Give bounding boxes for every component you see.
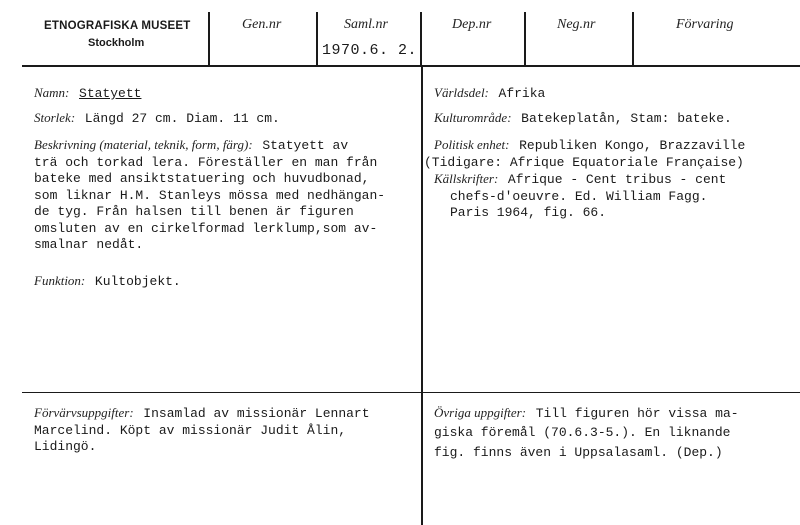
- kulturomrade-row: [434, 107, 732, 128]
- beskrivning-line: smalnar nedåt.: [34, 237, 144, 252]
- forvarv-block: [34, 404, 370, 456]
- ovriga-first-line: Till figuren hör vissa ma-: [535, 406, 739, 421]
- ovriga-label: Övriga uppgifter:: [434, 405, 527, 420]
- kulturomrade-value: Batekeplatån, Stam: bateke.: [521, 111, 732, 126]
- header-divider-1: [208, 12, 210, 65]
- varldsdel-row: [434, 82, 545, 103]
- kallskrifter-block: [434, 170, 726, 222]
- storlek-label: Storlek:: [34, 110, 76, 125]
- ovriga-block: [434, 404, 739, 463]
- institution-name: ETNOGRAFISKA MUSEET: [44, 20, 191, 32]
- kallskrifter-value: Afrique - Cent tribus - cent: [507, 172, 727, 187]
- ovriga-line: fig. finns även i Uppsalasaml. (Dep.): [434, 444, 723, 460]
- politisk-line-2: (Tidigare: Afrique Equatoriale Française): [424, 154, 744, 170]
- kallskrifter-label: Källskrifter:: [434, 171, 499, 186]
- saml-nr-label: Saml.nr: [344, 17, 388, 32]
- header-bottom-rule: [22, 65, 800, 67]
- kallskrifter-line: Paris 1964, fig. 66.: [450, 205, 607, 220]
- namn-row: [34, 82, 141, 103]
- funktion-row: [34, 270, 181, 291]
- forvarv-line: Marcelind. Köpt av missionär Judit Ålin,: [34, 422, 347, 438]
- ovriga-line: giska föremål (70.6.3-5.). En liknande: [434, 424, 731, 440]
- storlek-row: [34, 107, 280, 128]
- funktion-label: Funktion:: [34, 273, 86, 288]
- namn-value: Statyett: [79, 86, 142, 101]
- namn-label: Namn:: [34, 85, 70, 100]
- forvarv-first-line: Insamlad av missionär Lennart: [143, 406, 370, 421]
- varldsdel-label: Världsdel:: [434, 85, 489, 100]
- kulturomrade-label: Kulturområde:: [434, 110, 512, 125]
- forvaring-label: Förvaring: [676, 17, 734, 32]
- politisk-label: Politisk enhet:: [434, 137, 510, 152]
- header-divider-3: [420, 12, 422, 65]
- beskrivning-line: omsluten av en cirkelformad lerklump,som av-: [34, 220, 378, 236]
- politisk-value: Republiken Kongo, Brazzaville: [519, 138, 746, 153]
- gen-nr-label: Gen.nr: [242, 17, 282, 32]
- saml-nr-value: 1970.6. 2.: [322, 42, 418, 59]
- politisk-block: [424, 136, 746, 171]
- center-vertical-rule: [421, 66, 423, 525]
- beskrivning-line: de tyg. Från halsen till benen är figuren: [34, 204, 354, 219]
- beskrivning-line: bateke med ansiktstatuering och huvudbonad,: [34, 171, 370, 186]
- dep-nr-label: Dep.nr: [452, 17, 492, 32]
- header-divider-5: [632, 12, 634, 65]
- funktion-value: Kultobjekt.: [94, 274, 181, 289]
- header-divider-4: [524, 12, 526, 65]
- kallskrifter-line: chefs-d'oeuvre. Ed. William Fagg.: [450, 188, 708, 204]
- lower-left-rule: [22, 392, 422, 393]
- lower-right-rule: [422, 392, 800, 393]
- beskrivning-line: som liknar H.M. Stanleys mössa med nedhängan-: [34, 187, 386, 203]
- beskrivning-first-line: Statyett av: [262, 138, 349, 153]
- varldsdel-value: Afrika: [498, 86, 546, 101]
- storlek-value: Längd 27 cm. Diam. 11 cm.: [84, 111, 280, 126]
- beskrivning-block: [34, 136, 385, 254]
- beskrivning-label: Beskrivning (material, teknik, form, färg):: [34, 137, 253, 152]
- header-divider-2: [316, 12, 318, 65]
- institution-city: Stockholm: [88, 37, 145, 49]
- beskrivning-line: trä och torkad lera. Föreställer en man från: [34, 154, 378, 170]
- forvarv-line: Lidingö.: [34, 439, 97, 454]
- forvarv-label: Förvärvsuppgifter:: [34, 405, 134, 420]
- neg-nr-label: Neg.nr: [557, 17, 596, 32]
